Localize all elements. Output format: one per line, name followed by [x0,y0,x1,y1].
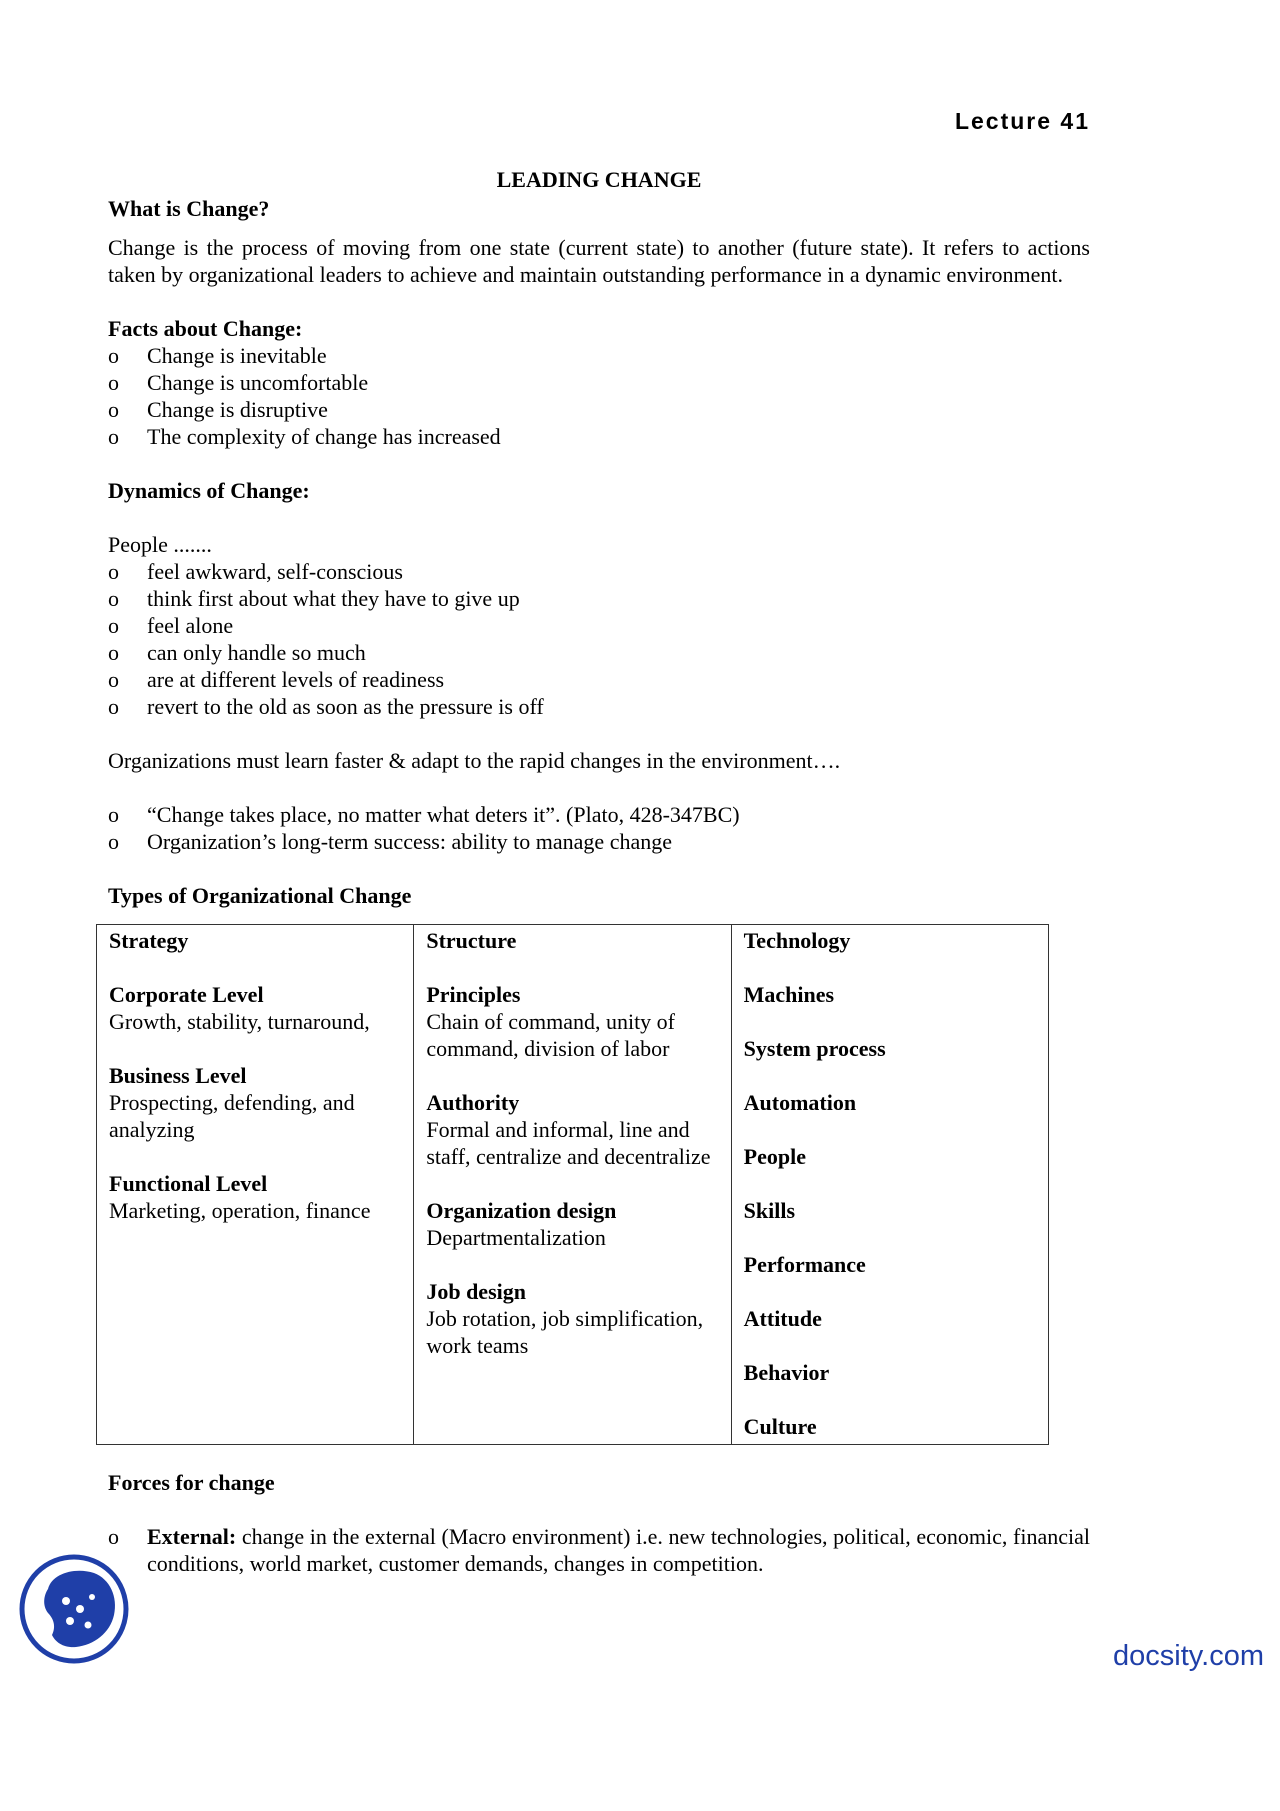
bullet: o [108,586,119,611]
tech-item: Behavior [743,1360,830,1385]
strategy-column [97,925,414,1445]
list-item: o feel alone [108,613,234,638]
facts-heading: Facts about Change: [108,316,303,341]
tech-item: System process [743,1036,886,1061]
tech-item: Performance [743,1252,866,1277]
block-text: Job rotation, job simplification, work teams [426,1306,704,1358]
block-text: Formal and informal, line and staff, centralize and decentralize [426,1117,711,1169]
bullet: o [108,829,119,854]
external-force [108,1523,1090,1577]
types-heading: Types of Organizational Change [108,883,412,908]
dynamics-intro: People ....... [108,532,212,557]
bullet: o [108,343,119,368]
technology-column [731,925,1048,1445]
bullet: o [108,640,119,665]
tech-item: Automation [743,1090,857,1115]
block-title: Business Level [109,1063,247,1088]
facts-list [108,342,1090,450]
list-item: o are at different levels of readiness [108,667,445,692]
docsity-logo-icon[interactable] [18,1553,130,1665]
list-item: o Organization’s long-term success: ability to manage change [108,829,672,854]
page-title: LEADING CHANGE [496,167,702,192]
tech-item: People [743,1144,806,1169]
list-item: o Change is inevitable [108,343,327,368]
tech-item: Culture [743,1414,817,1439]
bullet: o [108,667,119,692]
dynamics-heading: Dynamics of Change: [108,478,310,503]
bullet: o [108,613,119,638]
what-is-change-text: Change is the process of moving from one state (current state) to another (future state). It refers to actions taken by organizational leaders to achieve and maintain outstanding performance in a dynamic environment. [108,235,1090,287]
bullet: o [108,559,119,584]
organizations-text: Organizations must learn faster & adapt to the rapid changes in the environment…. [108,748,841,773]
external-label: External: [147,1524,237,1549]
block-title: Functional Level [109,1171,268,1196]
column-header: Strategy [109,928,189,953]
list-item: o Change is disruptive [108,397,328,422]
list-item: o feel awkward, self-conscious [108,559,403,584]
tech-item: Skills [743,1198,796,1223]
block-text: Departmentalization [426,1225,606,1250]
forces-heading: Forces for change [108,1470,275,1495]
block-title: Job design [426,1279,526,1304]
external-text: change in the external (Macro environment) i.e. new technologies, political, economic, financial conditions, world market, customer demands, changes in competition. [147,1524,1090,1576]
list-item: o can only handle so much [108,640,366,665]
tech-item: Machines [743,982,835,1007]
docsity-watermark[interactable]: docsity.com [1113,1640,1264,1672]
types-table [96,924,1049,1445]
quotes-list [108,801,1090,855]
column-header: Technology [743,928,851,953]
bullet: o [108,802,119,827]
block-title: Authority [426,1090,520,1115]
block-title: Principles [426,982,521,1007]
block-text: Prospecting, defending, and analyzing [109,1090,355,1142]
what-is-change-heading: What is Change? [108,196,270,221]
dynamics-list [108,558,1090,720]
structure-column [414,925,731,1445]
bullet: o [108,397,119,422]
block-title: Organization design [426,1198,617,1223]
bullet: o [108,370,119,395]
list-item: o think first about what they have to give up [108,586,520,611]
list-item: o “Change takes place, no matter what deters it”. (Plato, 428-347BC) [108,802,740,827]
document-body [108,166,1090,1577]
column-header: Structure [426,928,517,953]
block-text: Chain of command, unity of command, division of labor [426,1009,676,1061]
block-text: Marketing, operation, finance [109,1198,371,1223]
block-text: Growth, stability, turnaround, [109,1009,370,1034]
list-item: o The complexity of change has increased [108,424,501,449]
bullet: o [108,694,119,719]
lecture-number: Lecture 41 [954,108,1090,134]
tech-item: Attitude [743,1306,822,1331]
block-title: Corporate Level [109,982,264,1007]
bullet: o [108,424,119,449]
list-item: o Change is uncomfortable [108,370,369,395]
list-item: o revert to the old as soon as the pressure is off [108,694,544,719]
bullet: o [108,1524,119,1549]
